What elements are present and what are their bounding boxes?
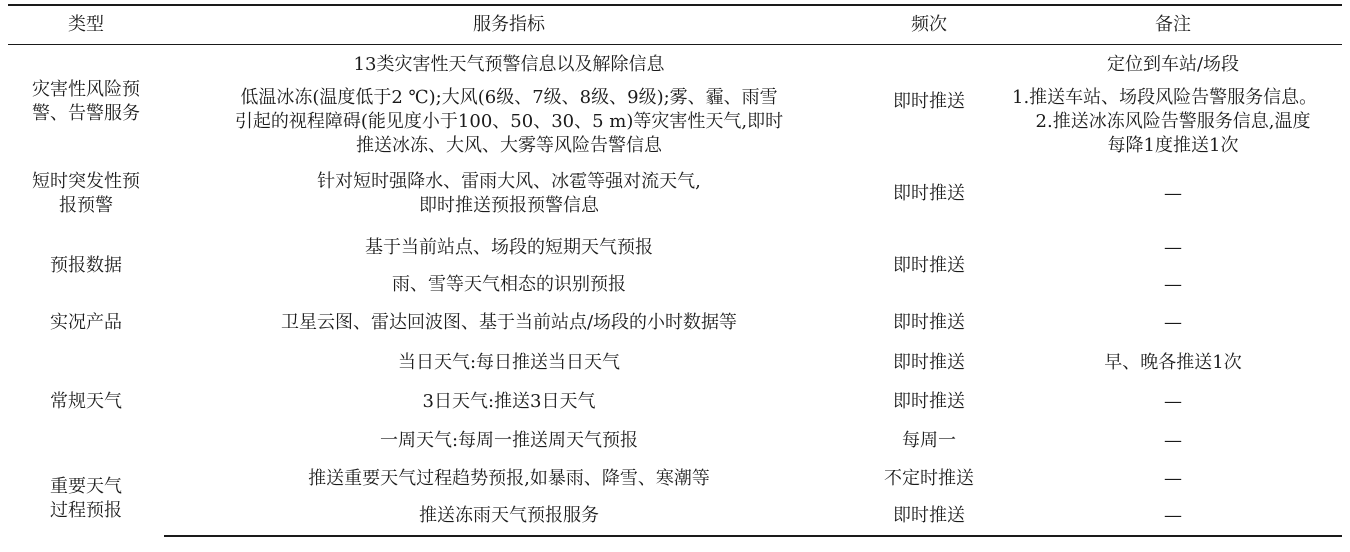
table-row: [8, 421, 1342, 461]
remark-cell: —: [1164, 237, 1182, 258]
indicator-cell: 当日天气:每日推送当日天气: [397, 352, 621, 373]
table-header-row: [8, 5, 1342, 45]
remark-cell: 定位到车站/场段: [1106, 54, 1240, 75]
frequency-cell: 即时推送: [893, 255, 965, 276]
frequency-cell: 每周一: [902, 430, 956, 451]
frequency-cell: 即时推送: [893, 391, 965, 412]
indicator-cell: 13类灾害性天气预警信息以及解除信息: [353, 54, 665, 75]
frequency-cell: 不定时推送: [884, 468, 974, 489]
category-major-process: 重要天气 过程预报: [50, 475, 122, 521]
remark-line: 2.推送冰冻风险告警服务信息,温度 每降1度推送1次: [1035, 111, 1311, 156]
remark-cell: —: [1164, 391, 1182, 412]
table-row: [8, 159, 1342, 229]
category-forecast-data: 预报数据: [50, 255, 122, 276]
category-live-products: 实况产品: [50, 312, 122, 333]
category-short-term: 短时突发性预 报预警: [32, 171, 140, 216]
indicator-cell: 一周天气:每周一推送周天气预报: [379, 430, 639, 451]
category-routine-weather: 常规天气: [50, 391, 122, 412]
table-row: [8, 343, 1342, 383]
remark-cell: [1004, 85, 1342, 159]
remark-cell: —: [1164, 312, 1182, 333]
remark-cell: —: [1004, 497, 1342, 536]
remark-line: 1.推送车站、场段风险告警服务信息。: [1012, 87, 1318, 108]
frequency-cell: 即时推送: [893, 312, 965, 333]
frequency-cell: 即时推送: [893, 91, 965, 112]
indicator-cell: 基于当前站点、场段的短期天气预报: [365, 237, 653, 258]
frequency-cell: 即时推送: [893, 352, 965, 373]
table-row: [8, 45, 1342, 86]
remark-cell: 早、晚各推送1次: [1104, 352, 1242, 373]
indicator-cell: 3日天气:推送3日天气: [422, 391, 596, 412]
table-row: [8, 229, 1342, 267]
header-frequency: 频次: [854, 5, 1004, 45]
indicator-cell: 卫星云图、雷达回波图、基于当前站点/场段的小时数据等: [280, 312, 738, 333]
table-row: [8, 461, 1342, 497]
header-type: 类型: [8, 5, 164, 45]
service-table-container: [8, 4, 1342, 537]
indicator-cell: 低温冰冻(温度低于2 ℃);大风(6级、7级、8级、9级);雾、霾、雨雪 引起的视程障碍(能见度小于100、50、30、5 m)等灾害性天气,即时 推送冰冻、大风、大雾等风险告警信息: [234, 87, 784, 156]
table-row: [8, 267, 1342, 303]
indicator-cell: 雨、雪等天气相态的识别预报: [392, 274, 626, 295]
remark-cell: —: [1164, 274, 1182, 295]
header-indicator: 服务指标: [164, 5, 854, 45]
indicator-cell: 推送冻雨天气预报服务: [164, 497, 854, 536]
table-row: [8, 383, 1342, 421]
table-row: [8, 303, 1342, 343]
table-row: [8, 497, 1342, 536]
service-table: [8, 4, 1342, 537]
category-disaster: 灾害性风险预 警、告警服务: [32, 79, 140, 124]
indicator-cell: 推送重要天气过程趋势预报,如暴雨、降雪、寒潮等: [308, 468, 710, 489]
frequency-cell: 即时推送: [854, 497, 1004, 536]
header-remark: 备注: [1004, 5, 1342, 45]
frequency-cell: 即时推送: [893, 183, 965, 204]
remark-cell: —: [1164, 468, 1182, 489]
remark-cell: —: [1164, 183, 1182, 204]
indicator-cell: 针对短时强降水、雷雨大风、冰雹等强对流天气, 即时推送预报预警信息: [317, 171, 701, 216]
remark-cell: —: [1164, 430, 1182, 451]
table-row: [8, 85, 1342, 159]
